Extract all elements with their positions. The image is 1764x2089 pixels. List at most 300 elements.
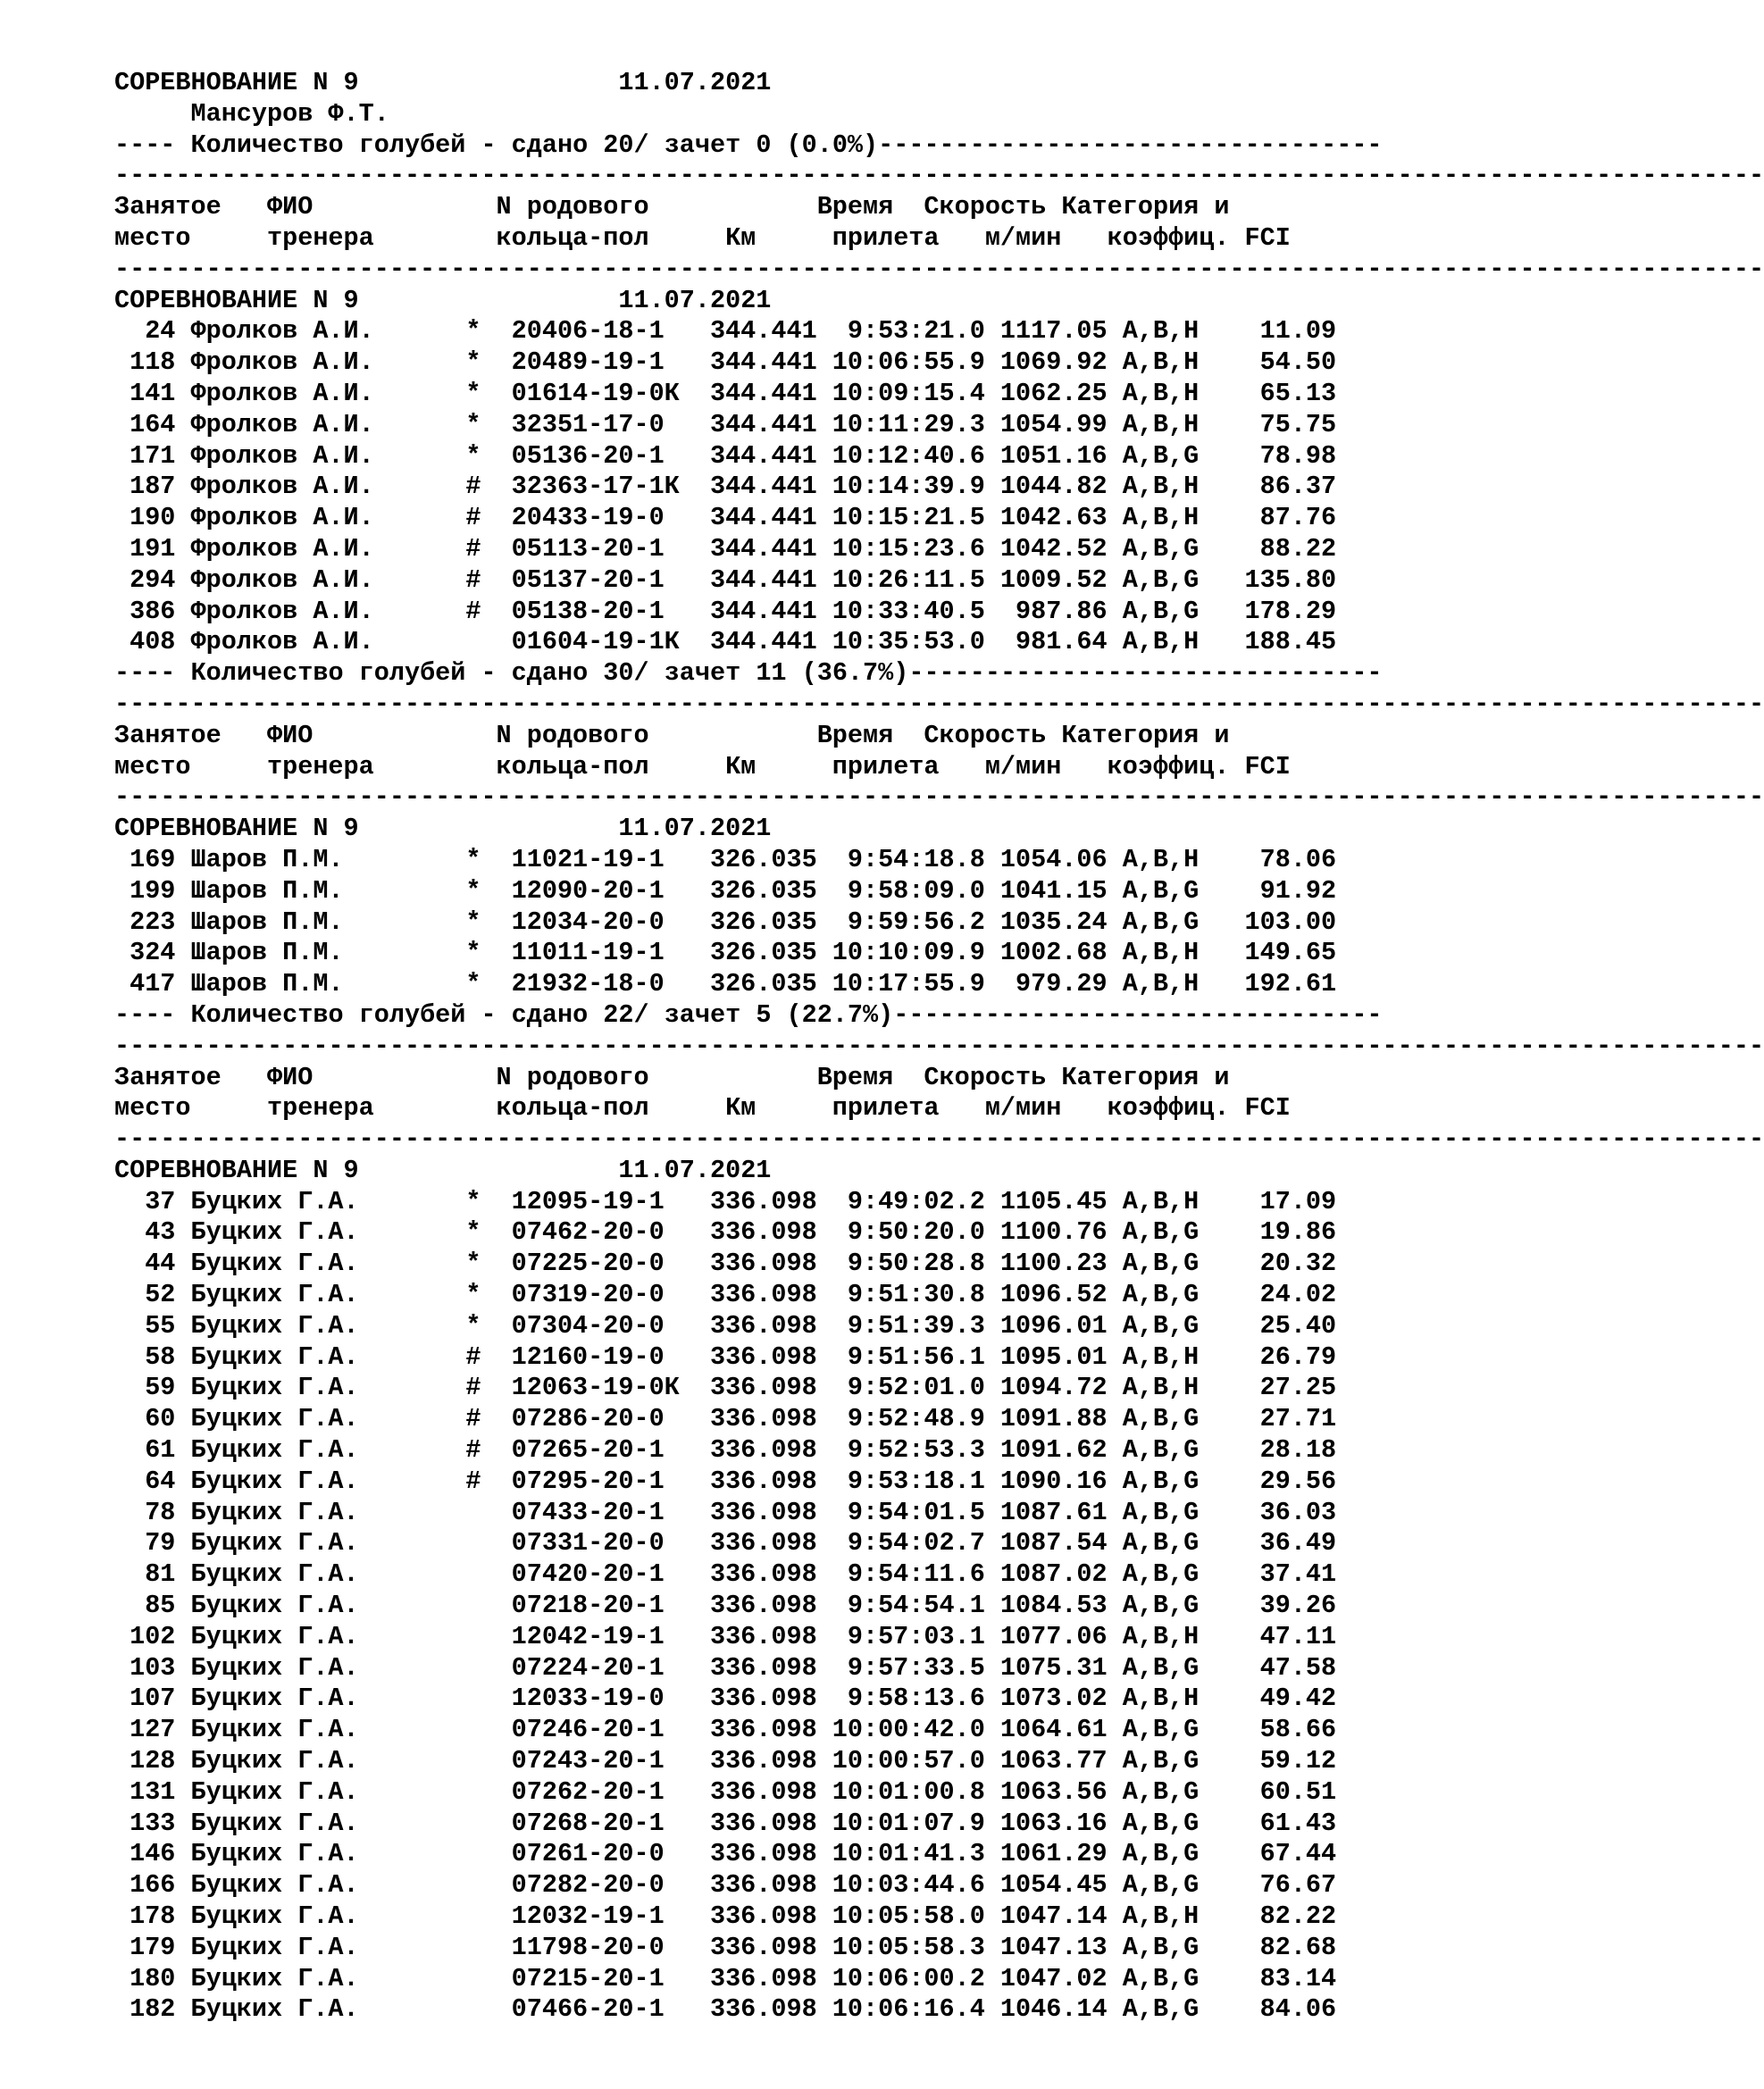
header-category: Категория и [1061,1062,1230,1092]
gap [1108,1528,1123,1559]
gap [1108,1715,1123,1746]
table-row [114,845,1764,876]
table-row [114,1280,1764,1311]
category-cell: А,В,Н [1122,378,1200,408]
distance-cell: 336.098 [709,1310,817,1341]
place-cell: 169 [130,844,176,874]
gap [175,1777,190,1809]
table-row [114,1591,1764,1622]
trainer-cell: Шаров П.М. [190,938,344,968]
results-report [114,68,1764,2026]
trainer-cell: Буцких Г.А. [190,1435,359,1466]
table-row [114,347,1764,379]
gap [1108,441,1123,472]
ring-cell: 07331-20-0 [511,1528,665,1558]
gap [1108,1280,1123,1311]
ring-cell: 07218-20-1 [511,1591,665,1621]
distance-cell: 336.098 [709,1994,817,2025]
ring-cell: 07420-20-1 [511,1559,665,1590]
summary-line: ---- Количество голубей - сдано 20/ зачет 0 (0.0%)--------------------------------- [114,130,1383,160]
mark-cell: # [465,596,481,626]
ring-cell: 07295-20-1 [511,1466,665,1496]
competition-number: 9 [343,1155,359,1185]
gap [1108,347,1123,379]
separator-line: ------------------------------------------------------------------------------------------------------------ [114,1031,1764,1061]
ring-cell: 05138-20-1 [511,596,665,626]
category-cell: А,В,Н [1122,1901,1200,1932]
table-row [114,1559,1764,1591]
speed-cell: 1100.76 [999,1217,1108,1248]
gap [175,1839,190,1870]
fci-cell: 19.86 [1259,1217,1337,1248]
fci-cell: 49.42 [1259,1684,1337,1714]
table-row [114,1715,1764,1746]
distance-cell: 336.098 [709,1776,817,1807]
ring-cell: 12033-19-0 [511,1684,665,1714]
ring-cell: 21932-18-0 [511,969,665,999]
mark-cell: * [465,1217,481,1248]
ring-cell: 07243-20-1 [511,1746,665,1776]
trainer-cell: Фролков А.И. [190,378,374,408]
place-cell: 58 [145,1341,176,1372]
arrival-time-cell: 9:58:09.0 [847,875,985,906]
speed-cell: 1042.63 [999,503,1108,533]
gap [1108,503,1123,534]
gap [175,1498,190,1529]
fci-cell: 83.14 [1259,1963,1337,1993]
speed-cell: 1105.45 [999,1186,1108,1216]
place-cell: 190 [130,503,176,533]
table-row [114,1311,1764,1342]
mark-cell: * [465,409,481,439]
header-time-2: прилета [832,751,940,781]
ring-cell: 07319-20-0 [511,1280,665,1310]
mark-cell: # [465,564,481,595]
ring-cell: 07261-20-0 [511,1839,665,1869]
distance-cell: 344.441 [709,503,817,533]
mark-cell: * [465,907,481,937]
distance-cell: 336.098 [709,1621,817,1651]
trainer-cell: Буцких Г.А. [190,1249,359,1279]
gap [175,316,190,347]
header-speed: Скорость [924,720,1047,750]
category-cell: А,В,G [1122,1466,1200,1496]
speed-cell: 1100.23 [999,1249,1108,1279]
speed-cell: 1044.82 [999,472,1108,502]
fci-cell: 103.00 [1244,907,1337,937]
gap [1108,1498,1123,1529]
category-cell: А,В,Н [1122,844,1200,874]
place-cell: 182 [130,1994,176,2025]
place-cell: 178 [130,1901,176,1932]
trainer-cell: Буцких Г.А. [190,1186,359,1216]
gap [1108,1559,1123,1591]
place-cell: 164 [130,409,176,439]
trainer-cell: Буцких Г.А. [190,1746,359,1776]
fci-cell: 17.09 [1259,1186,1337,1216]
distance-cell: 336.098 [709,1217,817,1248]
table-header-row-1 [114,721,1764,752]
mark-cell: # [465,1341,481,1372]
ring-cell: 07286-20-0 [511,1404,665,1434]
speed-cell: 1046.14 [999,1994,1108,2025]
trainer-cell: Фролков А.И. [190,316,374,347]
fci-cell: 26.79 [1259,1341,1337,1372]
arrival-time-cell: 10:06:00.2 [832,1963,985,1993]
ring-cell: 07462-20-0 [511,1217,665,1248]
gap [1108,565,1123,597]
gap [175,1404,190,1435]
gap [175,1901,190,1933]
trainer-cell: Буцких Г.А. [190,1341,359,1372]
trainer-cell: Буцких Г.А. [190,1963,359,1993]
fci-cell: 84.06 [1259,1994,1337,2025]
table-row [114,1249,1764,1280]
arrival-time-cell: 10:05:58.3 [832,1932,985,1962]
distance-cell: 344.441 [709,440,817,471]
header-fio-2: тренера [267,222,374,253]
category-cell: А,В,Н [1122,1373,1200,1403]
arrival-time-cell: 9:53:21.0 [847,316,985,347]
arrival-time-cell: 10:33:40.5 [832,596,985,626]
gap [175,597,190,628]
gap [1108,1373,1123,1404]
ring-cell: 05137-20-1 [511,564,665,595]
place-cell: 179 [130,1932,176,1962]
distance-cell: 336.098 [709,1652,817,1683]
arrival-time-cell: 10:00:57.0 [832,1746,985,1776]
table-row [114,1746,1764,1777]
speed-cell: 979.29 [1016,969,1108,999]
category-cell: А,В,Н [1122,409,1200,439]
header-fio: ФИО [267,720,314,750]
competition-date: 11.07.2021 [618,814,772,844]
fci-cell: 75.75 [1259,409,1337,439]
ring-cell: 05136-20-1 [511,440,665,471]
ring-cell: 12034-20-0 [511,907,665,937]
ring-cell: 07224-20-1 [511,1652,665,1683]
speed-cell: 1054.45 [999,1870,1108,1901]
competition-number: 9 [343,814,359,844]
competition-label: СОРЕВНОВАНИЕ N [114,68,329,97]
trainer-cell: Фролков А.И. [190,472,374,502]
summary-line: ---- Количество голубей - сдано 22/ зачет 5 (22.7%)-------------------------------- [114,999,1383,1030]
place-cell: 131 [130,1776,176,1807]
distance-cell: 336.098 [709,1528,817,1558]
header-km: Км [725,222,757,253]
header-ring-2: кольца-пол [496,751,649,781]
place-cell: 180 [130,1963,176,1993]
distance-cell: 336.098 [709,1559,817,1590]
category-cell: А,В,G [1122,1870,1200,1901]
distance-cell: 336.098 [709,1746,817,1776]
header-speed: Скорость [924,192,1047,222]
category-cell: А,В,G [1122,1963,1200,1993]
trainer-cell: Фролков А.И. [190,347,374,378]
place-cell: 61 [145,1435,176,1466]
distance-cell: 326.035 [709,938,817,968]
fci-cell: 39.26 [1259,1591,1337,1621]
place-cell: 118 [130,347,176,378]
arrival-time-cell: 9:51:56.1 [847,1341,985,1372]
arrival-time-cell: 9:53:18.1 [847,1466,985,1496]
arrival-time-cell: 9:54:01.5 [847,1497,985,1527]
gap [1108,1622,1123,1653]
distance-cell: 344.441 [709,316,817,347]
fci-cell: 24.02 [1259,1280,1337,1310]
mark-cell: * [465,875,481,906]
table-row [114,907,1764,939]
category-cell: А,В,Н [1122,503,1200,533]
header-place-2: место [114,751,191,781]
arrival-time-cell: 10:05:58.0 [832,1901,985,1932]
gap [175,565,190,597]
gap [1108,1466,1123,1498]
header-ring-2: кольца-пол [496,1093,649,1124]
arrival-time-cell: 9:58:13.6 [847,1684,985,1714]
category-cell: А,В,G [1122,1715,1200,1745]
gap [1108,1964,1123,1995]
place-cell: 64 [145,1466,176,1496]
fci-cell: 28.18 [1259,1435,1337,1466]
trainer-cell: Буцких Г.А. [190,1652,359,1683]
gap [175,1870,190,1901]
distance-cell: 336.098 [709,1341,817,1372]
trainer-cell: Буцких Г.А. [190,1373,359,1403]
speed-cell: 1087.02 [999,1559,1108,1590]
trainer-cell: Буцких Г.А. [190,1715,359,1745]
speed-cell: 1117.05 [999,316,1108,347]
speed-cell: 1064.61 [999,1715,1108,1745]
fci-cell: 58.66 [1259,1715,1337,1745]
distance-cell: 326.035 [709,875,817,906]
trainer-cell: Буцких Г.А. [190,1466,359,1496]
trainer-cell: Буцких Г.А. [190,1839,359,1869]
competition-line [114,1156,1764,1187]
gap [175,410,190,441]
distance-cell: 326.035 [709,907,817,937]
fci-cell: 54.50 [1259,347,1337,378]
mark-cell: # [465,503,481,533]
mark-cell: # [465,1435,481,1466]
gap [175,1994,190,2026]
distance-cell: 336.098 [709,1591,817,1621]
distance-cell: 326.035 [709,969,817,999]
speed-cell: 1091.62 [999,1435,1108,1466]
trainer-cell: Буцких Г.А. [190,1932,359,1962]
arrival-time-cell: 10:03:44.6 [832,1870,985,1901]
table-row [114,1777,1764,1809]
fci-cell: 61.43 [1259,1808,1337,1838]
place-cell: 60 [145,1404,176,1434]
ring-cell: 07215-20-1 [511,1963,665,1993]
distance-cell: 336.098 [709,1684,817,1714]
gap [175,1591,190,1622]
fci-cell: 192.61 [1244,969,1337,999]
arrival-time-cell: 9:52:53.3 [847,1435,985,1466]
mark-cell: # [465,1404,481,1434]
place-cell: 223 [130,907,176,937]
table-row [114,627,1764,658]
speed-cell: 1047.13 [999,1932,1108,1962]
speed-cell: 1091.88 [999,1404,1108,1434]
place-cell: 199 [130,875,176,906]
trainer-cell: Фролков А.И. [190,409,374,439]
distance-cell: 336.098 [709,1404,817,1434]
gap [175,1311,190,1342]
arrival-time-cell: 9:52:48.9 [847,1404,985,1434]
arrival-time-cell: 9:54:11.6 [847,1559,985,1590]
category-cell: А,В,G [1122,907,1200,937]
speed-cell: 1077.06 [999,1621,1108,1651]
ring-cell: 32351-17-0 [511,409,665,439]
place-cell: 55 [145,1310,176,1341]
arrival-time-cell: 10:12:40.6 [832,440,985,471]
place-cell: 187 [130,472,176,502]
mark-cell: * [465,938,481,968]
gap [175,1653,190,1684]
category-cell: А,В,Н [1122,472,1200,502]
gap [1108,1746,1123,1777]
competition-date: 11.07.2021 [618,1155,772,1185]
gap [175,1715,190,1746]
fci-cell: 36.49 [1259,1528,1337,1558]
category-cell: А,В,G [1122,1839,1200,1869]
trainer-cell: Буцких Г.А. [190,1591,359,1621]
table-row [114,1404,1764,1435]
speed-cell: 1063.77 [999,1746,1108,1776]
category-cell: А,В,Н [1122,627,1200,657]
fci-cell: 87.76 [1259,503,1337,533]
trainer-cell: Буцких Г.А. [190,1528,359,1558]
header-place: Занятое [114,192,222,222]
gap [175,1809,190,1840]
competition-label: СОРЕВНОВАНИЕ N [114,1155,329,1185]
fci-cell: 88.22 [1259,533,1337,564]
arrival-time-cell: 9:54:02.7 [847,1528,985,1558]
ring-cell: 12063-19-0К [511,1373,680,1403]
category-cell: А,В,G [1122,1249,1200,1279]
place-cell: 78 [145,1497,176,1527]
fci-cell: 82.22 [1259,1901,1337,1932]
table-header-row-2 [114,223,1764,255]
ring-cell: 12090-20-1 [511,875,665,906]
ring-cell: 32363-17-1К [511,472,680,502]
ring-cell: 11798-20-0 [511,1932,665,1962]
trainer-cell: Буцких Г.А. [190,1404,359,1434]
gap [175,1964,190,1995]
ring-cell: 12042-19-1 [511,1621,665,1651]
gap [175,503,190,534]
trainer-cell: Шаров П.М. [190,875,344,906]
competition-line [114,286,1764,317]
table-row [114,1684,1764,1715]
gap [175,1187,190,1218]
category-cell: А,В,G [1122,1776,1200,1807]
trainer-cell: Буцких Г.А. [190,1684,359,1714]
table-row [114,565,1764,597]
header-time: Время [816,192,894,222]
place-cell: 171 [130,440,176,471]
fci-cell: 78.98 [1259,440,1337,471]
gap [175,1280,190,1311]
speed-cell: 1084.53 [999,1591,1108,1621]
gap [1108,1311,1123,1342]
competition-number: 9 [343,285,359,315]
header-ring: N родового [496,1062,649,1092]
distance-cell: 336.098 [709,1466,817,1496]
header-fio-2: тренера [267,751,374,781]
category-cell: А,В,G [1122,533,1200,564]
trainer-cell: Фролков А.И. [190,627,374,657]
mark-cell: * [465,378,481,408]
place-cell: 59 [145,1373,176,1403]
table-header-row-2 [114,752,1764,783]
category-cell: А,В,Н [1122,1684,1200,1714]
fci-cell: 60.51 [1259,1776,1337,1807]
trainer-cell: Буцких Г.А. [190,1776,359,1807]
separator-line: ------------------------------------------------------------------------------------------------------------ [114,254,1764,284]
distance-cell: 344.441 [709,564,817,595]
fci-cell: 36.03 [1259,1497,1337,1527]
mark-cell: * [465,969,481,999]
distance-cell: 336.098 [709,1839,817,1869]
header-place-2: место [114,1093,191,1124]
table-row [114,1901,1764,1933]
arrival-time-cell: 10:01:41.3 [832,1839,985,1869]
category-cell: А,В,Н [1122,938,1200,968]
fci-cell: 82.68 [1259,1932,1337,1962]
distance-cell: 344.441 [709,533,817,564]
competition-label: СОРЕВНОВАНИЕ N [114,814,329,844]
gap [1108,1404,1123,1435]
ring-cell: 01614-19-0К [511,378,680,408]
fci-cell: 78.06 [1259,844,1337,874]
gap [1108,316,1123,347]
ring-cell: 07268-20-1 [511,1808,665,1838]
competition-number: 9 [343,68,359,97]
header-time-2: прилета [832,1093,940,1124]
table-row [114,410,1764,441]
category-cell: А,В,G [1122,1528,1200,1558]
trainer-cell: Шаров П.М. [190,907,344,937]
separator-line: ------------------------------------------------------------------------------------------------------------ [114,782,1764,813]
gap [1108,1187,1123,1218]
header-category-2: коэффиц. FCI [1107,222,1291,253]
gap [1108,1870,1123,1901]
trainer-cell: Буцких Г.А. [190,1901,359,1932]
gap [1108,1809,1123,1840]
ring-cell: 07282-20-0 [511,1870,665,1901]
gap [175,1684,190,1715]
gap [1108,1839,1123,1870]
place-cell: 44 [145,1249,176,1279]
ring-cell: 12160-19-0 [511,1341,665,1372]
distance-cell: 344.441 [709,472,817,502]
gap [1108,410,1123,441]
arrival-time-cell: 9:57:33.5 [847,1652,985,1683]
category-cell: А,В,G [1122,596,1200,626]
distance-cell: 336.098 [709,1715,817,1745]
arrival-time-cell: 10:10:09.9 [832,938,985,968]
ring-cell: 07265-20-1 [511,1435,665,1466]
trainer-cell: Фролков А.И. [190,596,374,626]
fci-cell: 67.44 [1259,1839,1337,1869]
distance-cell: 336.098 [709,1186,817,1216]
gap [175,1373,190,1404]
speed-cell: 1069.92 [999,347,1108,378]
mark-cell: # [465,1466,481,1496]
